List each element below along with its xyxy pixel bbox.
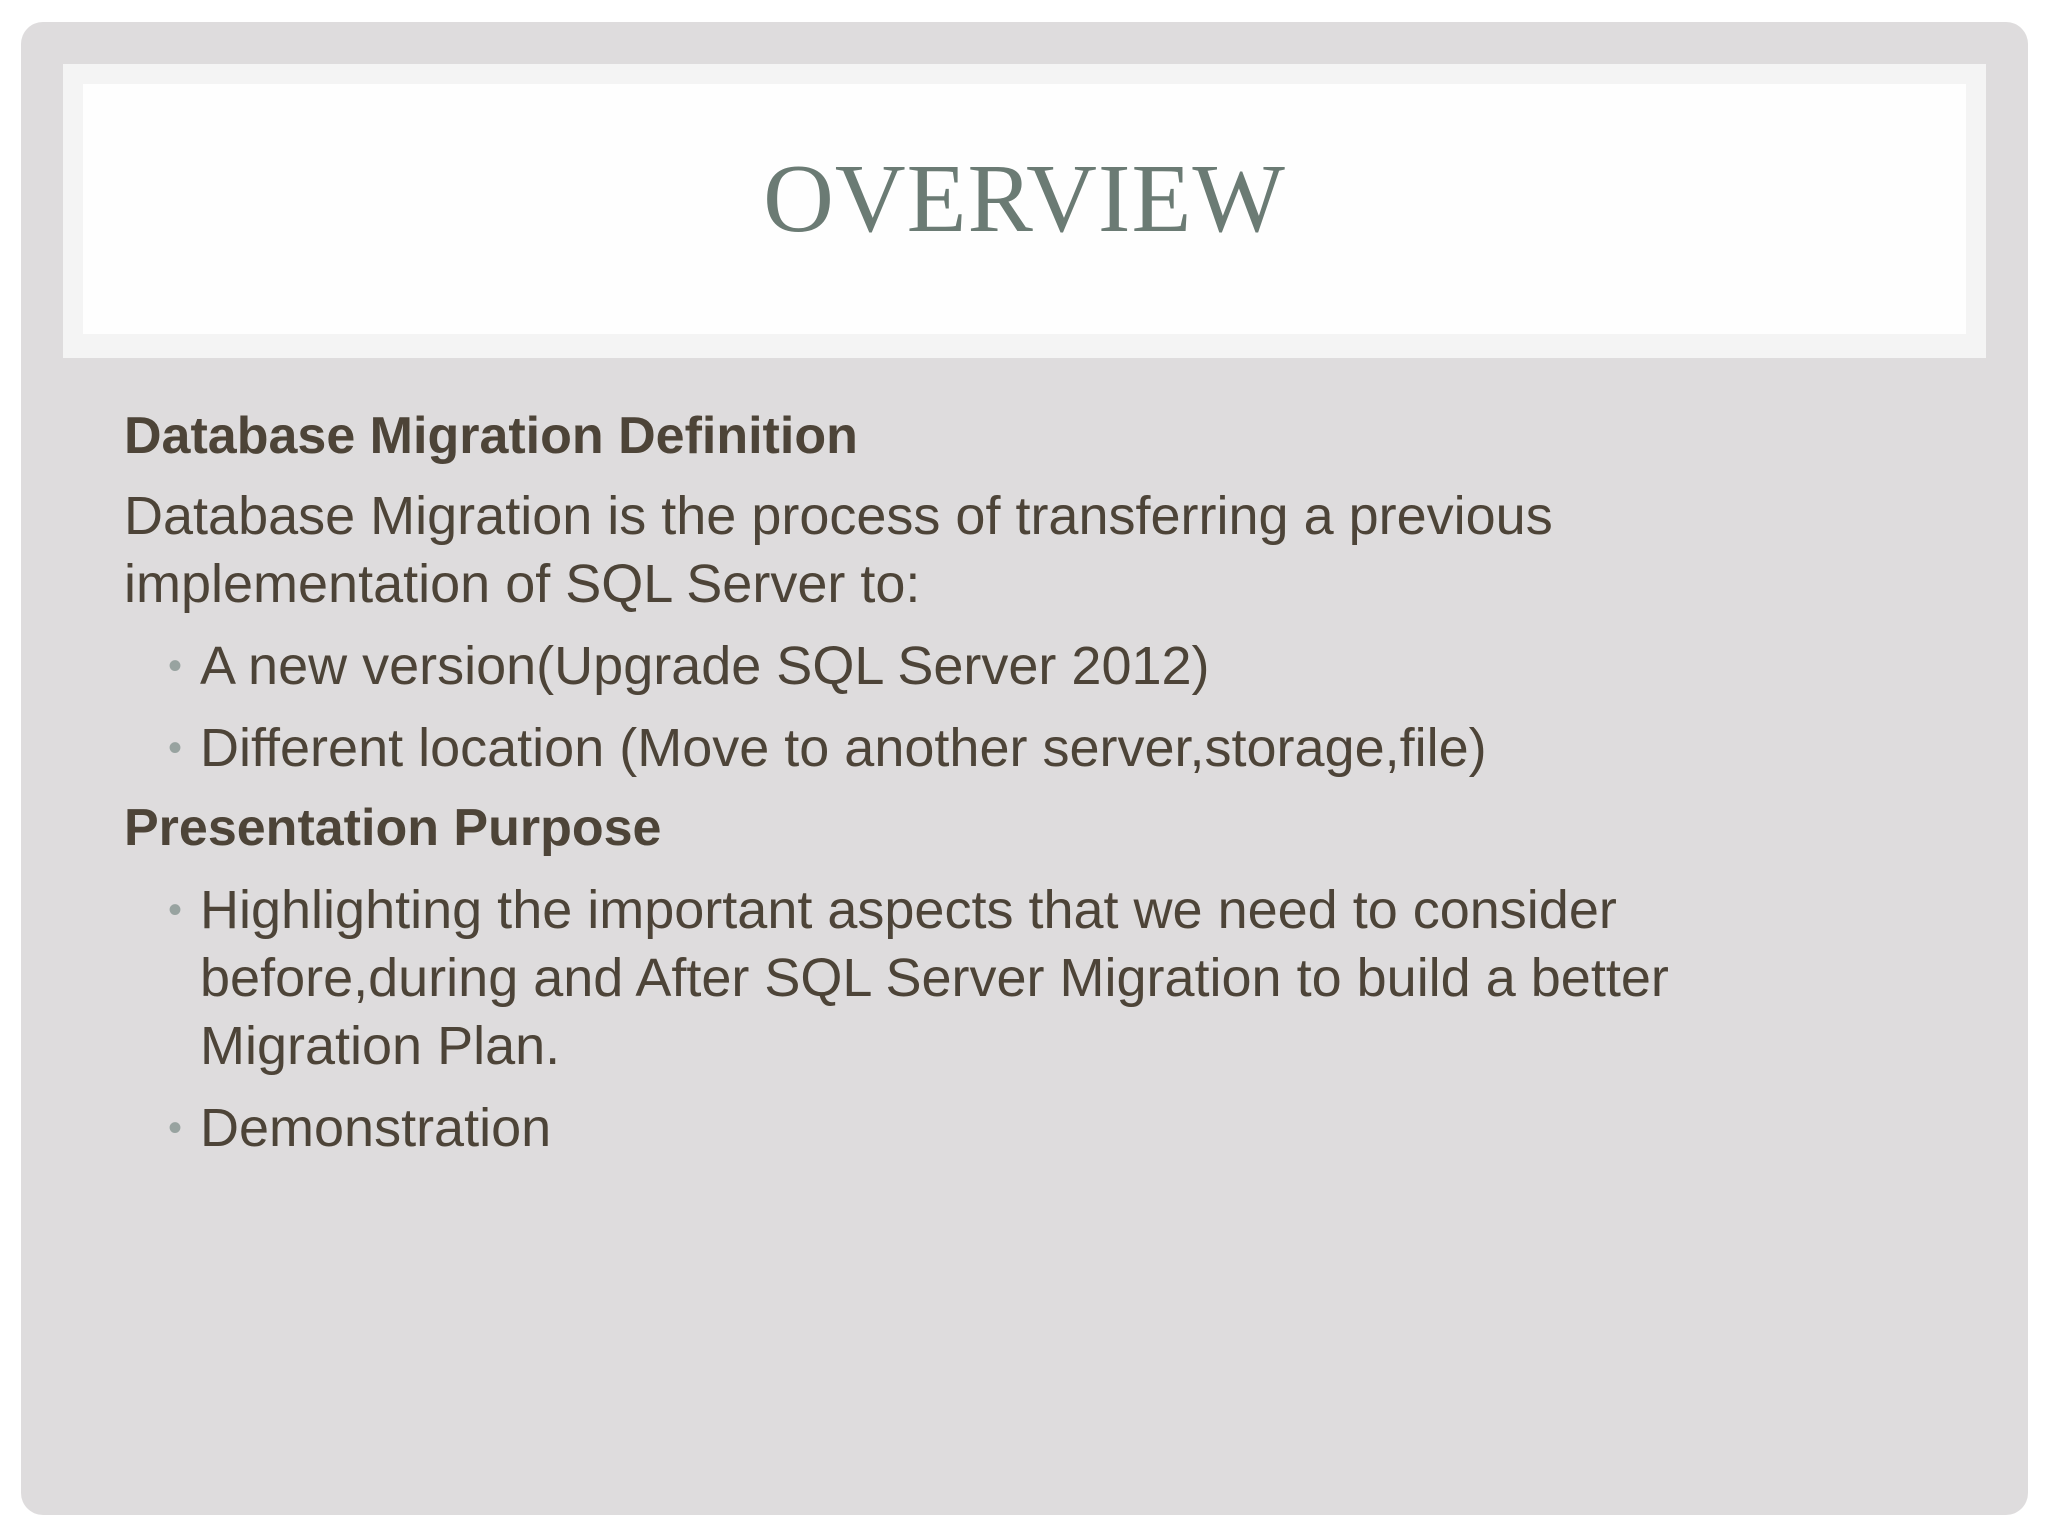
- purpose-bullet-list: [124, 876, 1944, 1162]
- bullet-text-line-2: before,during and After SQL Server Migration to build a better: [200, 948, 1669, 1008]
- list-item: [124, 1094, 1944, 1162]
- bullet-text: A new version(Upgrade SQL Server 2012): [200, 636, 1210, 696]
- slide-title: OVERVIEW: [763, 145, 1286, 253]
- bullet-icon: •: [168, 644, 183, 688]
- definition-paragraph: [124, 482, 1944, 618]
- definition-line-1: Database Migration is the process of transferring a previous: [124, 486, 1553, 546]
- slide-content: [124, 402, 1944, 1162]
- bullet-text-line-3: Migration Plan.: [200, 1016, 561, 1076]
- bullet-icon: •: [168, 1106, 183, 1150]
- section-heading-purpose: Presentation Purpose: [124, 799, 662, 857]
- title-frame: [63, 64, 1986, 358]
- definition-line-2: implementation of SQL Server to:: [124, 554, 921, 614]
- bullet-text: Demonstration: [200, 1098, 552, 1158]
- bullet-icon: •: [168, 888, 183, 932]
- bullet-text-line-1: Highlighting the important aspects that we need to consider: [200, 880, 1617, 940]
- list-item: [124, 632, 1944, 700]
- section-heading-definition: Database Migration Definition: [124, 407, 858, 465]
- definition-bullet-list: [124, 632, 1944, 782]
- list-item: [124, 714, 1944, 782]
- title-box: [83, 84, 1966, 334]
- list-item: [124, 876, 1944, 1080]
- bullet-text: Different location (Move to another server,storage,file): [200, 718, 1487, 778]
- slide: [21, 22, 2028, 1515]
- bullet-icon: •: [168, 726, 183, 770]
